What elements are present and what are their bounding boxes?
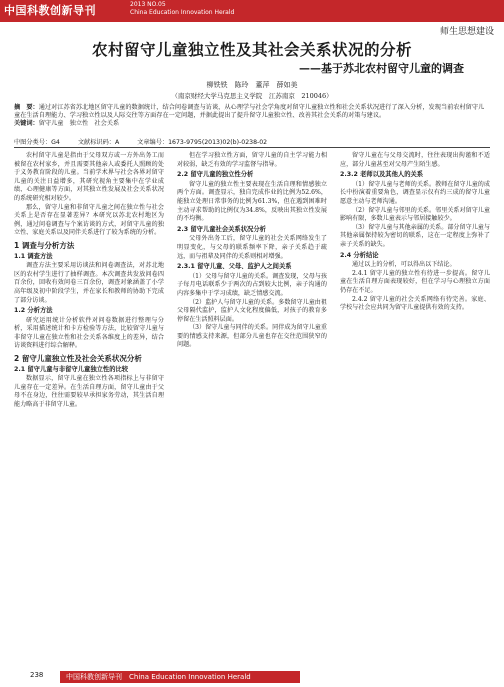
paragraph: （2）监护人与留守儿童的关系。多数留守儿童由祖父母隔代监护，监护人文化程度偏低，对孩子的教育多停留在生活照料层面。 bbox=[177, 298, 327, 323]
classification-line bbox=[14, 137, 490, 146]
page-footer bbox=[0, 668, 504, 687]
journal-header-bar bbox=[0, 0, 504, 22]
paragraph: （1）父母与留守儿童的关系。调查发现，父母与孩子每月电话联系少于两次的占到较大比例，亲子沟通的内容多集中于学习成绩，缺乏情感交流。 bbox=[177, 272, 327, 297]
body-column-2 bbox=[177, 152, 327, 350]
issue-number: 2013 NO.05 bbox=[130, 1, 166, 8]
body-column-3 bbox=[340, 152, 490, 313]
abstract-block bbox=[14, 104, 490, 129]
abstract-label: 摘 要： bbox=[14, 104, 39, 111]
paragraph: 留守儿童在与父母交流时，往往表现出拘谨和不适应，部分儿童甚至对父母产生陌生感。 bbox=[340, 152, 490, 168]
subsection-heading: 2.3.1 留守儿童、父母、监护人之间关系 bbox=[177, 263, 292, 271]
paragraph: 但在学习独立性方面，留守儿童的自主学习能力相对较弱，缺乏有效的学习监督与指导。 bbox=[177, 152, 327, 168]
affiliation: （南京财经大学马克思主义学院 江苏南京 210046） bbox=[171, 92, 333, 100]
paragraph: 通过以上的分析，可以得出以下结论。 bbox=[352, 261, 456, 269]
paragraph: （1）留守儿童与老师的关系。教师在留守儿童的成长中扮演着重要角色，调查显示仅有约三成的留守儿童愿意主动与老师沟通。 bbox=[340, 180, 490, 205]
keywords-label: 关键词： bbox=[14, 120, 39, 128]
paragraph: 父母外出务工后，留守儿童的社会关系网络发生了明显变化，与父母的联系频率下降，亲子关系趋于疏远，而与祖辈及同伴的关系则相对增强。 bbox=[177, 235, 327, 260]
paragraph: （3）留守儿童与同伴的关系。同伴成为留守儿童重要的情感支持来源，但部分儿童也存在交往范围狭窄的问题。 bbox=[177, 324, 327, 349]
section-heading: 2 留守儿童独立性及社会关系状况分析 bbox=[14, 354, 142, 364]
page-number: 238 bbox=[30, 671, 44, 679]
subsection-heading: 2.3.2 老师以及其他人的关系 bbox=[340, 171, 424, 179]
subsection-heading: 2.1 留守儿童与非留守儿童独立性的比较 bbox=[14, 365, 129, 373]
article-title: 农村留守儿童独立性及其社会关系状况的分析 bbox=[91, 41, 412, 59]
section-heading: 1 调查与分析方法 bbox=[14, 240, 75, 250]
subsection-heading: 2.2 留守儿童的独立性分析 bbox=[177, 171, 254, 179]
paragraph: 2.4.1 留守儿童的独立性有待进一步提高。留守儿童在生活自理方面表现较好，但在学习与心理独立方面仍存在不足。 bbox=[340, 269, 490, 294]
author-list: 柳铁铁 陈玲 董萍 薛如美 bbox=[206, 81, 298, 89]
paragraph: 研究运用统计分析软件对问卷数据进行整理与分析，采用描述统计和卡方检验等方法，比较留守儿童与非留守儿童在独立性和社会关系各维度上的差异，结合访谈资料进行综合解释。 bbox=[14, 316, 164, 350]
article-number: 文章编号：1673-9795(2013)02(b)-0238-02 bbox=[137, 139, 268, 146]
column-label: 师生思想建设 bbox=[439, 27, 494, 37]
journal-name: 中国科教创新导刊 bbox=[4, 4, 96, 17]
body-column-1 bbox=[14, 152, 164, 410]
paragraph: 调查方法主要采用访谈法和问卷调查法，对苏北地区的农村学生进行了抽样调查。本次调查共发放问卷四百余份，回收有效问卷三百余份，调查对象涵盖了小学高年级及初中阶段学生，并在家长和教师的协助下完成了部分访谈。 bbox=[14, 262, 164, 304]
paragraph: （2）留守儿童与邻里的关系。邻里关系对留守儿童影响有限，多数儿童表示与邻居接触较少。 bbox=[340, 206, 490, 223]
article-subtitle: ——基于苏北农村留守儿童的调查 bbox=[299, 62, 464, 75]
paragraph: 数据显示，留守儿童在独立性各项指标上与非留守儿童存在一定差异。在生活自理方面，留守儿童由于父母不在身边，往往需要较早承担家务劳动，其生活自理能力略高于非留守儿童。 bbox=[14, 375, 164, 409]
keywords-text: 留守儿童 独立性 社会关系 bbox=[38, 120, 120, 128]
abstract-text: 通过对江苏省苏北地区留守儿童的数据统计，结合问卷调查与访谈，从心理学与社会学角度对留守儿童独立性和社会关系状况进行了深入分析，发现当前农村留守儿童在生活自理能力、学习独立性以及人际交往等方面存在一定问题，并据此提出了提升留守儿童独立性、改善其社会关系的对策与建议。 bbox=[14, 104, 485, 120]
footer-journal: 中国科教创新导刊 China Education Innovation Herald bbox=[66, 673, 251, 681]
subsection-heading: 1.2 分析方法 bbox=[14, 307, 53, 315]
subsection-heading: 1.1 调查方法 bbox=[14, 252, 53, 260]
paragraph: 那么，留守儿童和非留守儿童之间在独立性与社会关系上是否存在显著差异？本研究以苏北农村地区为例，通过问卷调查与个案访谈的方式，对留守儿童的独立性、家庭关系以及同伴关系进行了较为系统的分析。 bbox=[14, 203, 164, 237]
clc-number: 中图分类号：G4 bbox=[14, 139, 60, 146]
paragraph: 2.4.2 留守儿童的社会关系网络有待完善。家庭、学校与社会应共同为留守儿童提供有效的支持。 bbox=[340, 295, 490, 312]
paragraph: 农村留守儿童是指由于父母双方或一方外出务工而被留在农村家乡，并且需要其他亲人或委托人照顾的处于义务教育阶段的儿童。当前学术界与社会各界对留守儿童的关注日益增多，其研究视角主要集中在学业成绩、心理健康等方面，对其独立性发展及社会关系状况的系统研究相对较少。 bbox=[14, 152, 164, 202]
paragraph: （3）留守儿童与其他亲属的关系。部分留守儿童与其他亲属保持较为密切的联系，这在一定程度上弥补了亲子关系的缺失。 bbox=[340, 223, 490, 248]
paragraph: 留守儿童的独立性主要表现在生活自理和情感独立两个方面。调查显示，独自完成作业的比例为52.6%，能独立处理日常事务的比例为61.3%，但在遇到困难时主动寻求帮助的比例仅为34.8%，反映出其独立性发展的不均衡。 bbox=[177, 180, 327, 223]
document-code: 文献标识码：A bbox=[77, 139, 120, 146]
subsection-heading: 2.4 分析结论 bbox=[340, 251, 379, 259]
divider bbox=[14, 147, 490, 148]
journal-name-en: China Education Innovation Herald bbox=[130, 9, 235, 16]
subsection-heading: 2.3 留守儿童社会关系状况分析 bbox=[177, 225, 266, 233]
